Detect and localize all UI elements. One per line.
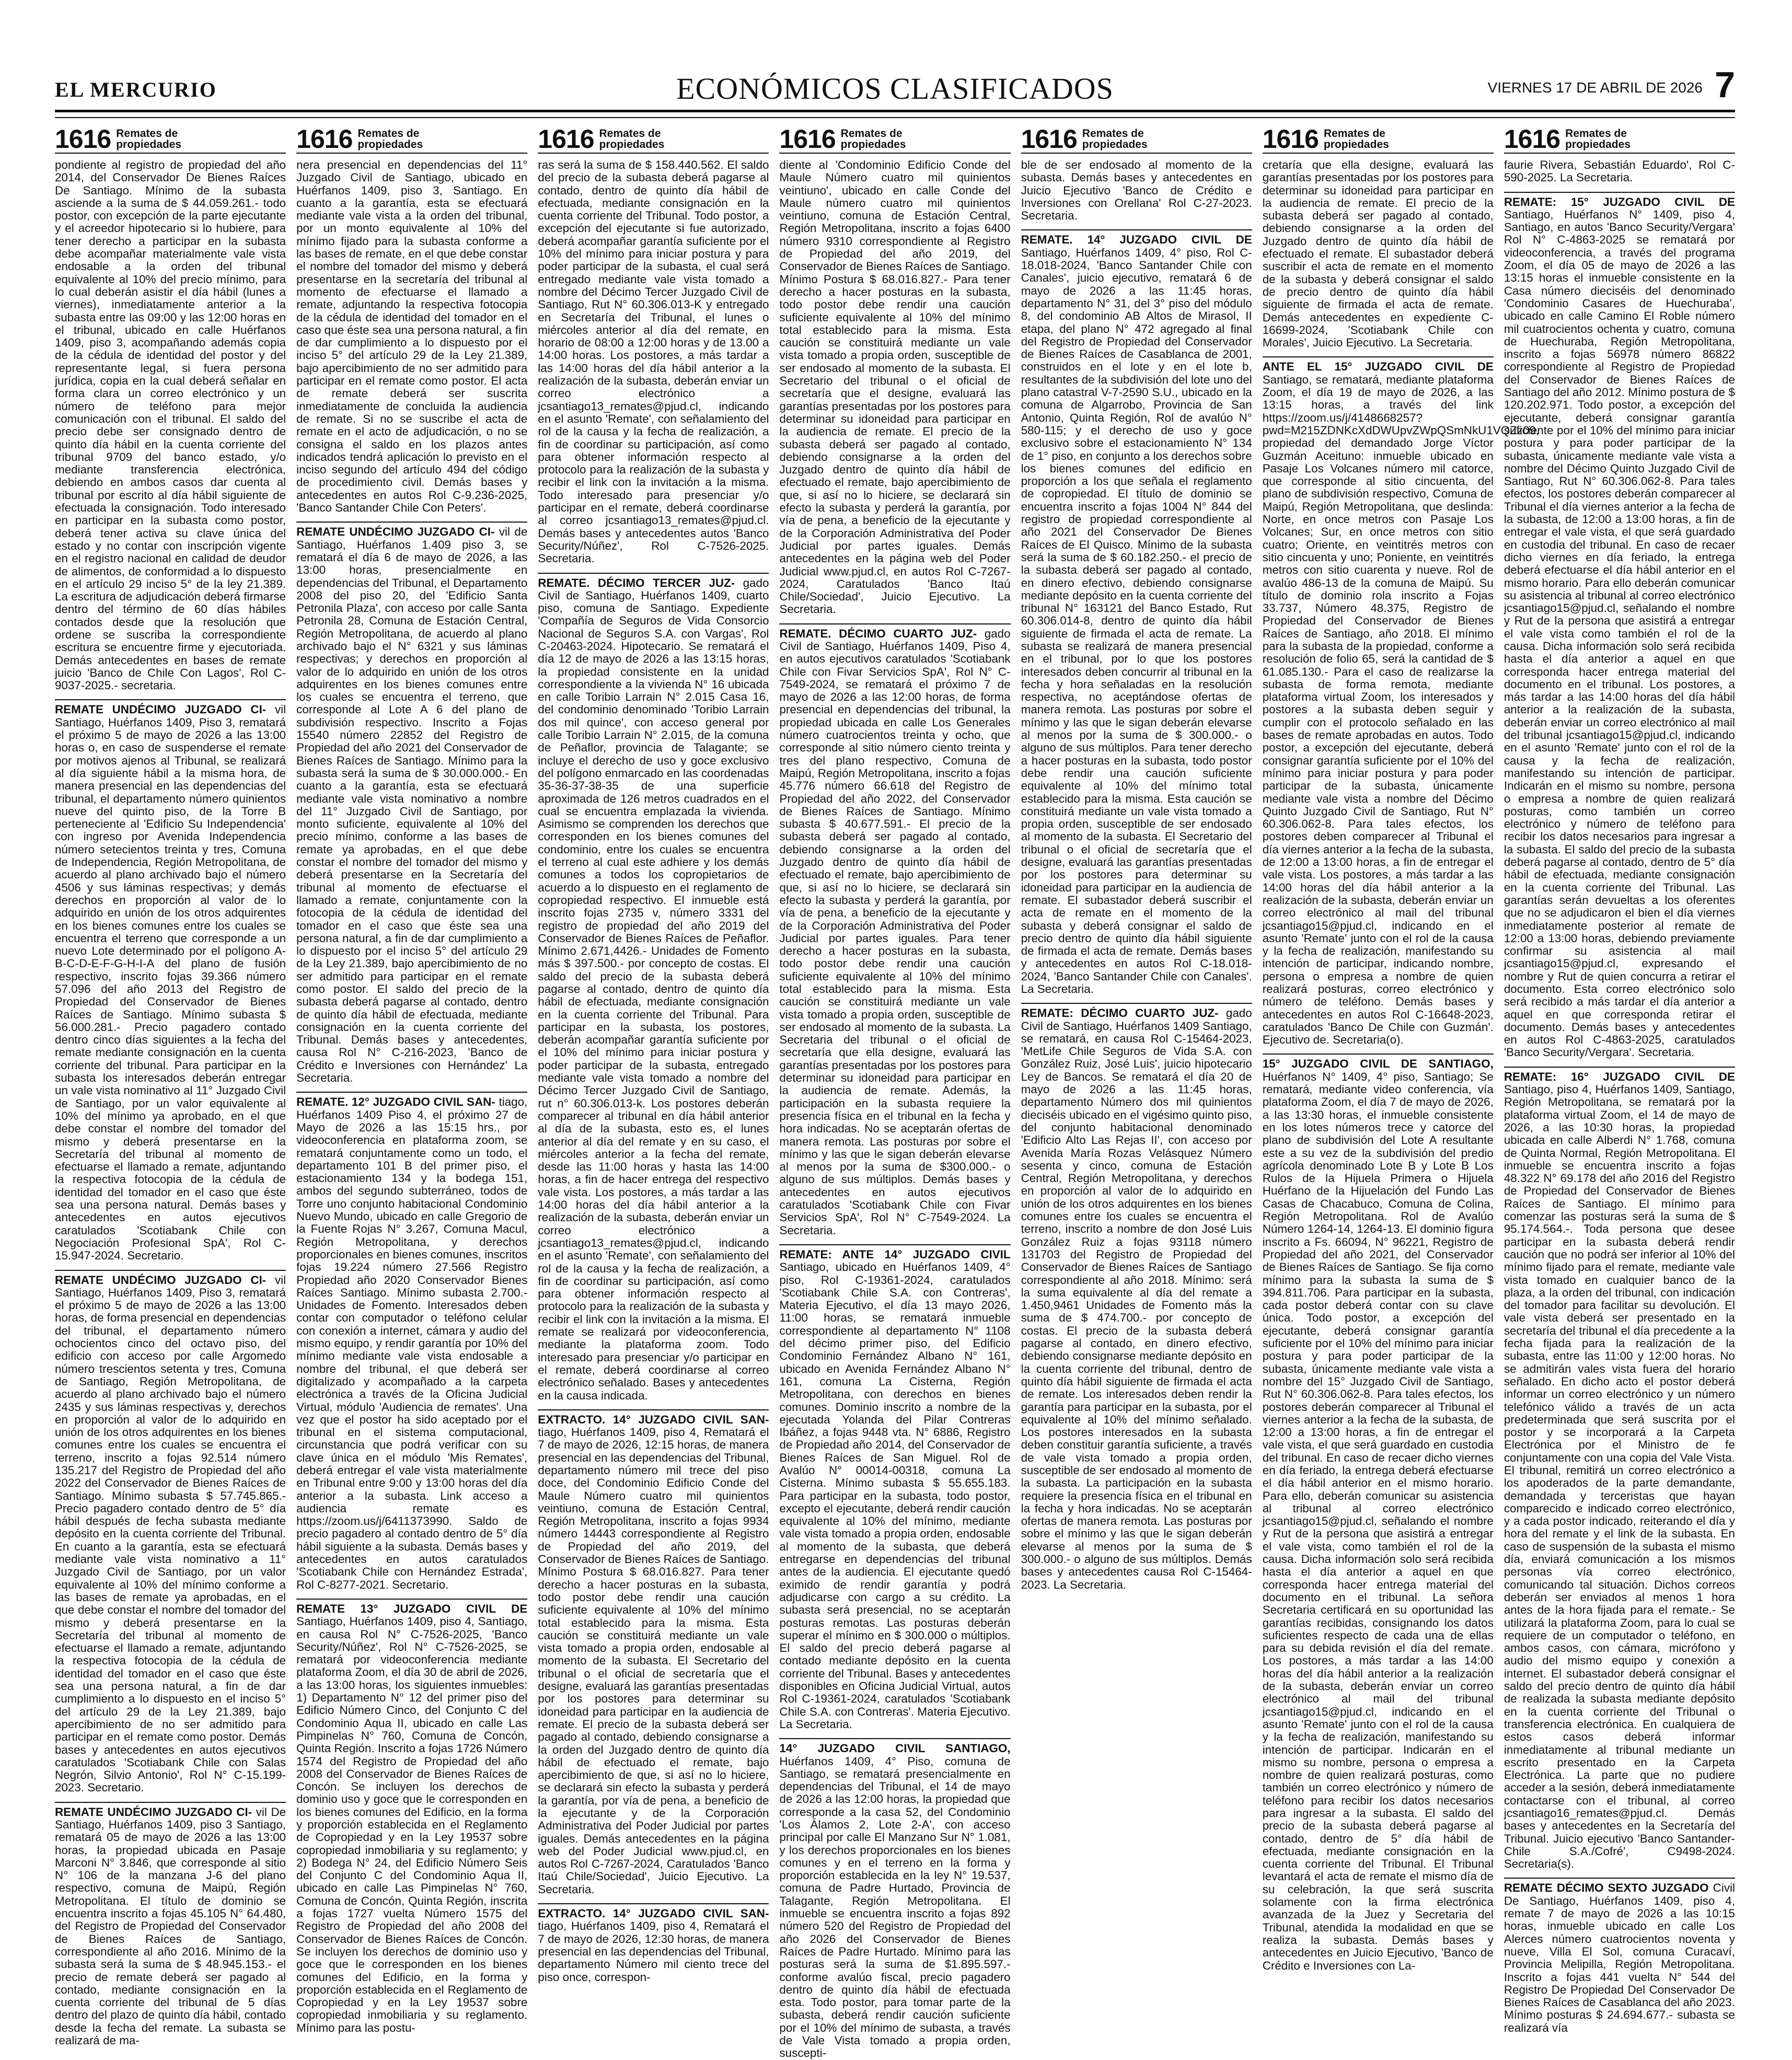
notice-heading: REMATE. DÉCIMO TERCER JUZ- — [538, 576, 735, 589]
masthead-rule-thin — [55, 117, 1735, 118]
auction-notice — [779, 159, 1010, 616]
auction-notice — [55, 1274, 286, 1795]
notice-divider — [1021, 1003, 1252, 1004]
notice-heading: REMATE UNDÉCIMO JUZGADO CI- — [55, 1805, 252, 1819]
auction-notice — [55, 703, 286, 1262]
notice-body: Santiago, Huérfanos 1409, 4° piso, Rol C-18.018-2024, 'Banco Santander Chile con Canales', juicio ejecutivo, rematará 6 de mayo de 2026 a las 11:45 horas, departamento N° 31, del 3° piso del módulo 8, del condominio AB Altos de Mirasol, II etapa, del plano N° 472 agregado al final del Registro de Propiedad del Conservador de Bienes Raíces de Casablanca de 2001, construidos en el lote y en el lote b, resultantes de la subdivisión del lote uno del plano catastral V-7-2590 S.U., ubicado en la comuna de Algarrobo, Provincia de San Antonio, Quinta Región, Rol de avalúo N° 580-115; y el derecho de uso y goce exclusivo sobre el estacionamiento N° 134 de 1° piso, en conjunto a los derechos sobre los bienes comunes del edificio en proporción a los que señala el reglamento de copropiedad. El título de dominio se encuentra inscrito a fojas 1004 N° 844 del registro de propiedad correspondiente al año 2021 del Conservador De Bienes Raíces de El Quisco. Mínimo de la subasta será la suma de $ 60.182.250.- el precio de la subasta deberá ser pagado al contado, en dinero efectivo, debiendo consignarse mediante depósito en la cuenta corriente del tribunal N° 163121 del Banco Estado, Rut 60.306.014-8, dentro de quinto día hábil siguiente de firmada el acta de remate. La subasta se realizará de manera presencial en el tribunal, por lo que los postores interesados deben concurrir al tribunal en la fecha y hora señaladas en la resolución respectiva, no aceptándose ofertas de manera remota. Las posturas por sobre el mínimo y las que le sigan deberán elevarse al menos por la suma de $ 300.000.- o alguno de sus múltiplos. Para tener derecho a hacer posturas en la subasta, todo postor debe rendir una caución suficiente equivalente al 10% del mínimo total establecido para la misma. Esta caución se constituirá mediante un vale vista tomado a propia orden, susceptible de ser endosado al momento de la subasta. El Secretario del tribunal o el oficial de secretaría que el designe, evaluará las garantías presentadas por los postores para determinar su idoneidad para participar en la audiencia de remate. El subastador deberá suscribir el acta de remate en el momento de la subasta y deberá consignar el saldo de precio dentro de quinto día hábil siguiente de firmada el acta de remate. Demás bases y antecedentes en autos Rol C-18.018-2024, 'Banco Santander Chile con Canales'. La Secretaria. — [1021, 246, 1252, 996]
newspaper-name: EL MERCURIO — [55, 78, 217, 101]
auction-notice — [779, 1248, 1010, 1731]
notice-body: ble de ser endosado al momento de la subasta. Demás bases y antecedentes en Juicio Ejecutivo 'Banco de Crédito e Inversiones con Orellana' Rol C-27-2023. Secretaria. — [1021, 158, 1252, 223]
section-title: ECONÓMICOS CLASIFICADOS — [676, 72, 1114, 106]
column-header — [779, 125, 1010, 154]
classified-column — [55, 124, 286, 2047]
notice-body: Santiago, piso 4, Huérfanos 1409, Santiago, Región Metropolitana, se rematará por la plataforma virtual Zoom, el 14 de mayo de 2026, a las 10:30 horas, la propiedad ubicada en calle Alberdi N° 1.768, comuna de Quinta Normal, Región Metropolitana. El inmueble se encuentra inscrito a fojas 48.322 N° 69.178 del año 2016 del Registro de Propiedad del Conservador de Bienes Raíces de Santiago. El mínimo para comenzar las posturas será la suma de $ 95.174.564.-. Toda persona que desee participar en la subasta deberá rendir caución que no podrá ser inferior al 10% del mínimo fijado para el remate, mediante vale vista tomado en cualquier banco de la plaza, a la orden del tribunal, con indicación del tomador para facilitar su devolución. El vale vista deberá ser presentado en la secretaría del tribunal el día precedente a la fecha fijada para la realización de la subasta, entre las 11:00 y 12:00 horas. No se admitirán vales vista fuera del horario señalado. En dicho acto el postor deberá informar un correo electrónico y un número telefónico válido a través de un acta predeterminada que será suscrita por el postor y se incorporará a la Carpeta Electrónica por el Ministro de fe conjuntamente con una copia del Vale Vista. El tribunal, remitirá un correo electrónico a los apoderados de la parte demandante, demandada y terceristas que hayan comparecido e indicado correo electrónico, y a cada postor indicado, reiterando el día y hora del remate y el link de la subasta. En caso de suspensión de la subasta el mismo día, enviará comunicación a los mismos personas vía correo electrónico, comunicando tal situación. Dichos correos deberán ser enviados al menos 1 hora antes de la hora fijada para el remate.- Se utilizará la plataforma Zoom, para lo cual se requiere de un computador o teléfono, en ambos casos, con cámara, micrófono y audio del mismo equipo y conexión a internet. El subastador deberá consignar el saldo del precio dentro de quinto día hábil de realizada la subasta mediante depósito en la cuenta corriente del Tribunal o transferencia electrónica. En cualquiera de estos casos deberá informar inmediatamente al tribunal mediante un escrito presentado en la Carpeta Electrónica. La parte que no pudiere acceder a la sesión, deberá inmediatamente contactarse con el tribunal, al correo jcsantiago16_remates@pjud.cl. Demás bases y antecedentes en la Secretaría del Tribunal. Juicio ejecutivo 'Banco Santander- Chile S.A./Cofré', C9498-2024. Secretaria(s). — [1504, 1083, 1735, 1871]
classified-column — [1021, 125, 1252, 1907]
notice-heading: REMATE UNDÉCIMO JUZGADO CI- — [296, 525, 495, 539]
notice-body: pondiente al registro de propiedad del año 2014, del Conservador De Bienes Raíces De Santiago. Mínimo de la subasta asciende a la suma de $ 44.059.261.- todo postor, con excepción de la parte ejecutante y el acreedor hipotecario si lo hubiere, para tener derecho a participar en la subasta debe acompañar materialmente vale vista endosable a la orden del tribunal equivalente al 10% del precio mínimo, para lo cual deberán asistir el día hábil (lunes a viernes), inmediatamente anterior a la subasta entre las 09:00 y las 12:00 horas en el tribunal, ubicado en calle Huérfanos 1409, piso 3, acompañando además copia de la cédula de identidad del postor y del representante legal, si fuera persona jurídica, copia en la cual deberá señalar en forma clara un correo electrónico y un número de teléfono para mejor comunicación con el tribunal. El saldo del precio debe ser consignado dentro de quinto día hábil en la cuenta corriente del tribunal 9709 del banco estado, y/o mediante transferencia electrónica, debiendo en ambos casos dar cuenta al tribunal por escrito al día hábil siguiente de efectuada la consignación. Todo interesado en participar en la subasta como postor, deberá tener activa su clave única del estado y no contar con inscripción vigente en el registro nacional en calidad de deudor de alimentos, de conformidad a lo dispuesto en el artículo 29 inciso 5° de la ley 21.389. La escritura de adjudicación deberá firmarse dentro del término de 60 días hábiles contados desde que la resolución que ordene se suscriba la correspondiente escritura se encuentre firme y ejecutoriada. Demás antecedentes en bases de remate juicio 'Banco de Chile Con Lagos', Rol C-9037-2025.- secretaria. — [55, 158, 286, 692]
auction-notice — [1263, 159, 1494, 349]
classified-columns — [55, 124, 1735, 2060]
notice-divider — [296, 1092, 527, 1093]
auction-notice — [538, 159, 769, 565]
section-label: Remates de propiedades — [1565, 128, 1631, 151]
notice-heading: REMATE. 14° JUZGADO CIVIL DE — [1021, 233, 1252, 247]
page-number: 7 — [1715, 64, 1735, 105]
notice-heading: REMATE UNDÉCIMO JUZGADO CI- — [55, 703, 267, 716]
section-code: 1616 — [779, 124, 836, 154]
auction-notice — [538, 1907, 769, 1984]
classified-column — [1262, 124, 1540, 1972]
notice-body: Santiago, ubicado en Huérfanos 1409, 4° piso, Rol C-19361-2024, caratulados 'Scotiabank Chile S.A. con Contreras', Materia Ejecutivo, el día 13 mayo 2026, 11:00 horas, se rematará inmueble correspondiente al departamento N° 1108 del décimo primer piso, del Edificio Condominio Fernández Albano N° 161, ubicado en Avenida Fernández Albano N° 161, comuna La Cisterna, Región Metropolitana, con derechos en bienes comunes. Dominio inscrito a nombre de la ejecutada Yolanda del Pilar Contreras Ibáñez, a fojas 9448 vta. N° 6886, Registro de Propiedad año 2014, del Conservador de Bienes Raíces de San Miguel. Rol de Avalúo N° 00014-00318, comuna La Cisterna. Mínimo subasta $ 55.655.183. Para participar en la subasta, todo postor, excepto el ejecutante, deberá rendir caución equivalente al 10% del mínimo, mediante vale vista tomado a propia orden, endosable al momento de la subasta, que deberá entregarse en dependencias del tribunal antes de la audiencia. El ejecutante quedó eximido de rendir garantía y podrá adjudicarse con cargo a su crédito. La subasta será presencial, no se aceptarán posturas remotas. Las posturas deberán superar el mínimo en $ 300.000 o múltiplos. El saldo del precio deberá pagarse al contado mediante depósito en la cuenta corriente del Tribunal. Bases y antecedentes disponibles en Oficina Judicial Virtual, autos Rol C-19361-2024, caratulados 'Scotiabank Chile S.A. con Contreras'. Materia Ejecutivo. La Secretaria. — [779, 1260, 1011, 1731]
column-header — [538, 125, 769, 154]
issue-date: VIERNES 17 DE ABRIL DE 2026 — [1487, 79, 1703, 96]
notice-divider — [1504, 1067, 1735, 1068]
notice-body: cretaría que ella designe, evaluará las garantías presentadas por los postores para determinar su idoneidad para participar en la audiencia de remate. El precio de la subasta deberá ser pagado al contado, debiendo consignarse a la orden del Juzgado dentro de quinto día hábil de efectuado el remate. El subastador deberá suscribir el acta de remate en el momento de la subasta y deberá consignar el saldo de precio dentro de quinto día hábil siguiente de firmada el acta de remate. Demás antecedentes en expediente C-16699-2024, 'Scotiabank Chile con Morales', Juicio Ejecutivo. La Secretaria. — [1262, 158, 1494, 350]
notice-body: gado Civil de Santiago, Huérfanos 1409, Piso 4, en autos ejecutivos caratulados 'Scotiabank Chile con Fivar Servicios SpA', Rol N° C-7549-2024, se rematará el próximo 7 de mayo de 2026 a las 12:00 horas, de forma presencial en dependencias del tribunal, la propiedad ubicada en calle Los Generales número cuatrocientos treinta y ocho, que corresponde al sitio número ciento treinta y tres del plano respectivo, Comuna de Maipú, Región Metropolitana, inscrito a fojas 45.776 número 66.618 del Registro de Propiedad del año 2022, del Conservador de Bienes Raíces de Santiago. Mínimo subasta $ 40.677.591.- El precio de la subasta deberá ser pagado al contado, debiendo consignarse a la orden del Juzgado dentro de quinto día hábil de efectuado el remate, bajo apercibimiento de que, si así no lo hiciere, se declarará sin efecto la subasta y perderá la garantía, por vía de pena, a beneficio de la ejecutante y de la Corporación Administrativa del Poder Judicial por partes iguales. Para tener derecho a hacer posturas en la subasta, todo postor debe rendir una caución suficiente equivalente al 10% del mínimo total establecido para la misma. Esta caución se constituirá mediante un vale vista tomado a propia orden, susceptible de ser endosado al momento de la subasta. La Secretaria del tribunal o el oficial de secretaría que ella designe, evaluará las garantías presentadas por los postores para determinar su idoneidad para participar en la audiencia de remate. Además, la participación en la subasta requiere la presencia física en el tribunal en la fecha y hora indicadas. No se aceptarán ofertas de manera remota. Las posturas por sobre el mínimo y las que le sigan deberán elevarse al menos por la suma de $300.000.- o alguno de sus múltiplos. Demás bases y antecedentes en autos ejecutivos caratulados 'Scotiabank Chile con Fivar Servicios SpA', Rol N° C-7549-2024. La Secretaria. — [779, 627, 1011, 1237]
notice-body: vil Santiago, Huérfanos 1409, Piso 3, rematará el próximo 5 de mayo de 2026 a las 13:00 horas o, en caso de suspenderse el remate por motivos ajenos al Tribunal, se realizará al día siguiente hábil a la misma hora, de manera presencial en las dependencias del tribunal, el departamento número quinientos nueve del quinto piso, de la Torre B perteneciente al 'Edificio Su Independencia' con ingreso por Avenida Independencia número setecientos treinta y tres, Comuna de Independencia, Región Metropolitana, de acuerdo al plano archivado bajo el número 4506 y sus láminas respectivas; y demás derechos en proporción al valor de lo adquirido en unión de los otros adquirentes en los bienes comunes entre los cuales se encuentra el terreno que corresponde a un nuevo Lote determinado por el polígono A-B-C-D-E-F-G-H-I-A del plano de fusión respectivo, inscrito fojas 39.366 número 57.096 del año 2013 del Registro de Propiedad del Conservador de Bienes Raíces de Santiago. Mínimo subasta $ 56.000.281.- Precio pagadero contado dentro cinco días siguientes a la fecha del remate mediante consignación en la cuenta corriente del tribunal. Para participar en la subasta los interesados deberán entregar un vale vista nominativo al 11° Juzgado Civil de Santiago, por un valor equivalente al 10% del mínimo ya aprobado, en el que debe constar el nombre del tomador del mismo y deberá presentarse en la Secretaría del tribunal al momento de efectuarse el llamado a remate, adjuntando la respectiva fotocopia de la cédula de identidad del tomador en el caso que éste sea una persona natural. Demás bases y antecedentes en autos ejecutivos caratulados 'Scotiabank Chile con Negociación Profesional SpA', Rol C-15.947-2024. Secretario. — [55, 703, 286, 1263]
notice-heading: REMATE: 15° JUZGADO CIVIL DE — [1504, 195, 1735, 209]
notice-divider — [296, 522, 527, 523]
auction-notice — [296, 1603, 527, 2034]
notice-divider — [1504, 1878, 1735, 1879]
notice-body: Civil De Santiago, Huérfanos 1409, piso 4, remate 7 de mayo de 2026 a las 10:15 horas, inmueble ubicado en calle Los Alerces número cuatrocientos noventa y nueve, Villa El Sol, comuna Curacaví, Provincia Melipilla, Región Metropolitana. Inscrito a fojas 441 vuelta N° 544 del Registro De Propiedad Del Conservador De Bienes Raíces de Casablanca del año 2023. Mínimo posturas $ 24.694.677.- subasta se realizará vía — [1504, 1881, 1735, 2034]
section-label: Remates de propiedades — [116, 128, 182, 151]
notice-body: faurie Rivera, Sebastián Eduardo', Rol C-590-2025. La Secretaria. — [1504, 158, 1735, 184]
notice-heading: REMATE DÉCIMO SEXTO JUZGADO — [1504, 1881, 1709, 1895]
notice-heading: 15° JUZGADO CIVIL DE SANTIAGO, — [1262, 1057, 1494, 1071]
notice-body: Santiago, Huérfanos 1409, piso 4, Santiago, en causa Rol N° C-7526-2025, 'Banco Security/Núñez', Rol N° C-7526-2025, se rematará por videoconferencia mediante plataforma Zoom, el día 30 de abril de 2026, a las 13:00 horas, los siguientes inmuebles: 1) Departamento N° 12 del primer piso del Edificio Número Cinco, del Conjunto C del Condominio Aqua II, ubicado en calle Las Pimpinelas N° 760, Comuna de Concón, Quinta Región. Inscrito a fojas 1726 Número 1574 del Registro de Propiedad del año 2008 del Conservador de Bienes Raíces de Concón. Se incluyen los derechos de dominio uso y goce que le corresponden en los bienes comunes del Edificio, en la forma y proporción establecida en el Reglamento de Copropiedad y en la Ley 19537 sobre copropiedad inmobiliaria y su reglamento; y 2) Bodega N° 24, del Edificio Número Seis del Conjunto C del Condominio Aqua II, ubicado en calle Las Pimpinelas N° 760, Comuna de Concón, Quinta Región, inscrita a fojas 1727 vuelta Número 1575 del Registro de Propiedad del año 2008 del Conservador de Bienes Raíces de Concón. Se incluyen los derechos de dominio uso y goce que le corresponden en los bienes comunes del Edificio, en la forma y proporción establecida en el Reglamento de Copropiedad y en la Ley 19537 sobre copropiedad inmobiliaria y su reglamento. Mínimo para las postu- — [296, 1615, 528, 2034]
auction-notice — [1504, 159, 1735, 184]
column-header — [296, 125, 527, 154]
auction-notice — [1504, 1882, 1735, 2034]
notice-divider — [1263, 356, 1494, 357]
notice-body: diente al 'Condominio Edificio Conde del Maule Número cuatro mil quinientos veintiuno', ubicado en calle Conde del Maule número cuatro mil quinientos veintiuno, comuna de Estación Central, Región Metropolitana, inscrito a fojas 6400 número 9310 correspondiente al Registro de Propiedad del año 2019, del Conservador de Bienes Raíces de Santiago. Mínimo Postura $ 68.016.827.- Para tener derecho a hacer posturas en la subasta, todo postor debe rendir una caución suficiente equivalente al 10% del mínimo total establecido para la misma. Esta caución se constituirá mediante un vale vista tomado a propia orden, susceptible de ser endosado al momento de la subasta. El Secretario del tribunal o el oficial de secretaría que el designe, evaluará las garantías presentadas por los postores para determinar su idoneidad para participar en la audiencia de remate. El precio de la subasta deberá ser pagado al contado, debiendo consignarse a la orden del Juzgado dentro de quinto día hábil de efectuado el remate, bajo apercibimiento de que, si así no lo hiciere, se declarará sin efecto la subasta y perderá la garantía, por vía de pena, a beneficio de la ejecutante y de la Corporación Administrativa del Poder Judicial por partes iguales. Demás antecedentes en la página web del Poder Judicial www.pjud.cl, en autos Rol C-7267-2024, Caratulados 'Banco Itaú Chile/Sociedad', Juicio Ejecutivo. La Secretaria. — [779, 158, 1011, 616]
notice-heading: REMATE 13° JUZGADO CIVIL DE — [296, 1602, 528, 1615]
notice-divider — [538, 573, 769, 574]
classified-column — [1504, 124, 1735, 2034]
notice-divider — [1263, 1054, 1494, 1055]
column-header — [1263, 125, 1494, 154]
auction-notice — [296, 526, 527, 1084]
notice-body: Santiago, Huérfanos N° 1409, piso 4, Santiago, en autos 'Banco Security/Vergara' Rol N° C-4863-2025 se rematará por videoconferencia, a través del programa Zoom, el día 05 de mayo de 2026 a las 13:15 horas el inmueble consistente en la Casa número dieciséis del denominado 'Condominio Casares de Huechuraba', ubicado en calle Camino El Roble número mil cuatrocientos ochenta y cuatro, comuna de Huechuraba, Región Metropolitana, inscrito a fojas 56978 número 86822 correspondiente al Registro de Propiedad del Conservador de Bienes Raíces de Santiago del año 2012. Mínimo postura de $ 120.202.971. Todo postor, a excepción del ejecutante, deberá consignar garantía suficiente por el 10% del mínimo para iniciar postura y para poder participar de la subasta, únicamente mediante vale vista a nombre del Décimo Quinto Juzgado Civil de Santiago, Rut N° 60.306.062-8. Para tales efectos, los postores deberán comparecer al Tribunal el día viernes anterior a la fecha de la subasta, de 12:00 a 13:00 horas, a fin de entregar el vale vista, el que será guardado en custodia del tribunal. En caso de recaer dicho viernes en día feriado, la entrega deberá efectuarse el día hábil anterior en el mismo horario. Para ello deberán comunicar su asistencia al tribunal al correo electrónico jcsantiago15@pjud.cl, señalando el nombre y Rut de la persona que asistirá a entregar el vale vista como también el rol de la causa. Dicha información solo será recibida hasta el día anterior a aquel en que corresponda hacer entrega material del documento en el tribunal. Los postores, a más tardar a las 14:00 horas del día hábil anterior a la realización de la subasta, deberán enviar un correo electrónico al mail del tribunal jcsantiago15@pjud.cl, indicando en el asunto 'Remate' junto con el rol de la causa y la fecha de realización, manifestando su intención de participar. Indicarán en el mismo su nombre, persona o empresa a nombre de quien realizará posturas, como también un correo electrónico y número de teléfono para recibir los datos necesarios para ingresar a la subasta. El saldo del precio de la subasta deberá pagarse al contado, dentro de 5° día hábil de efectuada, mediante consignación en la cuenta corriente del Tribunal. Las garantías serán devueltas a los oferentes que no se adjudicaron el bien el día viernes inmediatamente posterior al remate de 12:00 a 13:00 horas, debiendo previamente confirmar su asistencia al mail jcsantiago15@pjud.cl, expresando el nombre y Rut de quien concurra a retirar el documento. Esta correo electrónico solo será recibido a más tardar el día anterior a aquel en que corresponda retirar el documento. Demás bases y antecedentes en autos Rol C-4863-2025, caratulados 'Banco Security/Vergara'. Secretaria. — [1504, 207, 1735, 1059]
auction-notice — [538, 1414, 769, 1896]
notice-body: tiago, Huérfanos 1409, piso 4, Rematará el 7 de mayo de 2026, 12:30 horas, de manera presencial en las dependencias del Tribunal, departamento Número mil ciento trece del piso once, correspon- — [538, 1919, 769, 1984]
notice-body: nera presencial en dependencias del 11° Juzgado Civil de Santiago, ubicado en Huérfanos 1409, piso 3, Santiago. En cuanto a la garantía, esta se efectuará mediante vale vista a la orden del tribunal, por un monto equivalente al 10% del mínimo fijado para la subasta conforme a las bases de remate, en el que debe constar el nombre del tomador del mismo y deberá presentarse en la secretaría del tribunal al momento de efectuarse el llamado a remate, adjuntando la respectiva fotocopia de la cédula de identidad del tomador en el caso que éste sea una persona natural, a fin de dar cumplimiento a lo dispuesto por el inciso 5° del artículo 29 de la Ley 21.389, bajo apercibimiento de no ser admitido para participar en el remate como postor. El acta de remate deberá ser suscrita inmediatamente de concluida la audiencia de remate. Si no se suscribe el acta de remate en el acto de adjudicación, o no se consigna el saldo en los plazos antes indicados tendrá aplicación lo previsto en el inciso segundo del artículo 494 del código de procedimiento civil. Demás bases y antecedentes en autos Rol C-9.236-2025, 'Banco Santander Chile Con Peters'. — [296, 158, 528, 515]
notice-heading: REMATE: 16° JUZGADO CIVIL DE — [1504, 1070, 1735, 1083]
auction-notice — [1263, 1058, 1494, 1972]
notice-body: vil Santiago, Huérfanos 1409, Piso 3, rematará el próximo 5 de mayo de 2026 a las 13:00 horas, de forma presencial en dependencias del tribunal, el departamento número ochocientos cinco del octavo piso, del edificio con acceso por calle Argomedo número trescientos setenta y tres, Comuna de Santiago, Región Metropolitana, de acuerdo al plano archivado bajo el número 2435 y sus láminas respectivas y, derechos en proporción al valor de lo adquirido en unión de los otros adquirentes en los bienes comunes entre los cuales se encuentra el terreno, inscrito a fojas 92.514 número 135.217 del Registro de Propiedad del año 2022 del Conservador de Bienes Raíces de Santiago. Mínimo subasta $ 57.745.865.- Precio pagadero contado dentro de 5° día hábil después de fecha subasta mediante depósito en la cuenta corriente del Tribunal. En cuanto a la garantía, esta se efectuará mediante vale vista nominativo a 11° Juzgado Civil de Santiago, por un valor equivalente al 10% del mínimo conforme a las bases de remate ya aprobadas, en el que debe constar el nombre del tomador del mismo y deberá presentarse en la Secretaría del tribunal al momento de efectuarse el llamado a remate, adjuntando la respectiva fotocopia de la cédula de identidad del tomador en el caso que éste sea una persona natural, a fin de dar cumplimiento a lo dispuesto en el inciso 5° del artículo 29 de la Ley 21.389, bajo apercibimiento de no ser admitido para participar en el remate como postor. Demás bases y antecedentes en autos ejecutivos caratulados 'Scotiabank Chile con Salas Negrón, Silvio Antonio', Rol N° C-15.199-2023. Secretario. — [55, 1273, 286, 1795]
notice-heading: EXTRACTO. 14° JUZGADO CIVIL SAN- — [538, 1413, 769, 1426]
notice-divider — [1021, 229, 1252, 230]
auction-notice — [1021, 234, 1252, 996]
auction-notice — [1504, 1071, 1735, 1871]
notice-heading: REMATE: ANTE 14° JUZGADO CIVIL — [779, 1247, 1011, 1261]
notice-divider — [779, 623, 1010, 624]
auction-notice — [55, 1806, 286, 2047]
notice-divider — [55, 699, 286, 700]
notice-divider — [538, 1903, 769, 1904]
classified-column — [538, 124, 769, 1984]
section-label: Remates de propiedades — [357, 128, 423, 151]
section-label: Remates de propiedades — [1323, 128, 1389, 151]
notice-body: tiago, Huérfanos 1409 Piso 4, el próximo 27 de Mayo de 2026 a las 15:15 hrs., por videoconferencia en plataforma zoom, se rematará conjuntamente como un todo, el departamento 101 B del primer piso, el estacionamiento 134 y la bodega 151, ambos del segundo subterráneo, todos de Torre uno conjunto habitacional Condominio Nuevo Mundo, ubicado en calle Gregorio de la Fuente Rojas N° 3.267, Comuna Macul, Región Metropolitana, y derechos proporcionales en bienes comunes, inscritos fojas 19.224 número 27.566 Registro Propiedad año 2020 Conservador Bienes Raíces Santiago. Mínimo subasta 2.700.- Unidades de Fomento. Interesados deben contar con computador o teléfono celular con conexión a internet, cámara y audio del mismo equipo, y rendir garantía por 10% del mínimo mediante vale vista endosable a nombre del tribunal, el que deberá ser digitalizado y acompañado a la carpeta electrónica a través de la Oficina Judicial Virtual, módulo 'Audiencia de remates'. Una vez que el postor ha sido aceptado por el tribunal en el sistema computacional, circunstancia que podrá verificar con su clave única en el módulo 'Mis Remates', deberá entregar el vale vista materialmente en Tribunal entre 9:00 y 13:00 horas del día anterior a la subasta. Link acceso a audiencia remate es https://zoom.us/j/6411373990. Saldo de precio pagadero al contado dentro de 5° día hábil siguiente a la subasta. Demás bases y antecedentes en autos caratulados 'Scotiabank Chile con Hernández Estrada', Rol C-8277-2021. Secretario. — [296, 1095, 528, 1591]
notice-heading: REMATE: DÉCIMO CUARTO JUZ- — [1021, 1006, 1219, 1020]
notice-heading: REMATE. 12° JUZGADO CIVIL SAN- — [296, 1095, 495, 1109]
masthead-rule — [55, 110, 1735, 112]
auction-notice — [1021, 159, 1252, 222]
column-header — [1021, 125, 1252, 154]
notice-divider — [55, 1270, 286, 1271]
column-header — [55, 125, 286, 154]
section-code: 1616 — [1504, 124, 1560, 154]
auction-notice — [779, 628, 1010, 1237]
notice-heading: REMATE. DÉCIMO CUARTO JUZ- — [779, 627, 977, 640]
notice-body: Huérfanos 1409, 4° Piso, comuna de Santiago, se rematará presencialmente en dependencias del Tribunal, el 14 de mayo de 2026 a las 12:00 horas, la propiedad que corresponde a la casa 52, del Condominio 'Los Álamos 2, Lote 2-A', con acceso principal por calle El Manzano Sur N° 1.081, y los derechos proporcionales en los bienes comunes y en el terreno en la forma y proporción establecida en la ley N° 19.537, comuna de Padre Hurtado, Provincia de Talagante, Región Metropolitana. El inmueble se encuentra inscrito a fojas 892 número 520 del Registro de Propiedad del año 2026 del Conservador de Bienes Raíces de Padre Hurtado. Mínimo para las posturas será la suma de $1.895.597.- conforme avalúo fiscal, precio pagadero dentro de quinto día hábil de efectuada esta. Todo postor, para tomar parte de la subasta, deberá rendir caución suficiente por el 10% del mínimo de subasta, a través de Vale Vista tomado a propia orden, suscepti- — [779, 1754, 1011, 2060]
notice-body: gado Civil de Santiago, Huérfanos 1409 Santiago, se rematará, en causa Rol C-15464-2023, 'MetLife Chile Seguros de Vida S.A. con González Ruiz, José Luis', juicio hipotecario Ley de Bancos. Se rematará el día 20 de mayo de 2026 a las 11:45 horas, departamento Número dos mil quinientos dieciséis ubicado en el vigésimo quinto piso, del conjunto habitacional denominado 'Edificio Alto Las Rejas II', con acceso por Avenida María Rozas Velásquez Número sesenta y cinco, comuna de Estación Central, Región Metropolitana, y derechos en proporción al valor de lo adquirido en unión de los otros adquirentes en los bienes comunes entre los cuales se encuentra el terreno, inscrito a nombre de don José Luis González Ruiz a fojas 93118 número 131703 del Registro de Propiedad del Conservador de Bienes Raíces de Santiago correspondiente al año 2018. Mínimo: será la suma equivalente al día del remate a 1.450,9461 Unidades de Fomento más la suma de $ 474.700.- por concepto de costas. El precio de la subasta deberá pagarse al contado, en dinero efectivo, debiendo consignarse mediante depósito en la cuenta corriente del tribunal, dentro de quinto día hábil siguiente de firmada el acta de remate. Los interesados deben rendir la garantía para participar en la subasta, por el equivalente al 10% del mínimo señalado. Los postores interesados en la subasta deben constituir garantía suficiente, a través de vale vista tomado a propia orden, susceptible de ser endosado al momento de la subasta. La participación en la subasta requiere la presencia física en el tribunal en la fecha y hora indicadas. No se aceptarán ofertas de manera remota. Las posturas por sobre el mínimo y las que le sigan deberán elevarse al menos por la suma de $ 300.000.- o alguno de sus múltiplos. Demás bases y antecedentes causa Rol C-15464-2023. La Secretaria. — [1021, 1006, 1252, 1591]
auction-notice — [1504, 196, 1735, 1059]
notice-divider — [55, 1802, 286, 1803]
classified-column — [779, 124, 1011, 2060]
auction-notice — [779, 1742, 1010, 2059]
notice-body: ras será la suma de $ 158.440.562. El saldo del precio de la subasta deberá pagarse al contado, dentro de quinto día hábil de efectuada, mediante consignación en la cuenta corriente del Tribunal. Todo postor, a excepción del ejecutante si fue autorizado, deberá acompañar garantía suficiente por el 10% del mínimo para iniciar postura y para poder participar de la subasta, el cual será entregado mediante vale vista tomado a nombre del Décimo Tercer Juzgado Civil de Santiago, Rut N° 60.306.013-K y entregado en Secretaría del Tribunal, el lunes o miércoles anterior al día del remate, en horario de 08:00 a 12:00 horas y de 13.00 a 14:00 horas. Los postores, a más tardar a las 14:00 horas del día hábil anterior a la realización de la subasta, deberán enviar un correo electrónico a jcsantiago13_remates@pjud.cl, indicando en el asunto 'Remate', con señalamiento del rol de la causa y la fecha de realización, a fin de coordinar su participación, así como para obtener información respecto al protocolo para la realización de la subasta y recibir el link con la invitación a la misma. Todo interesado para presenciar y/o participar en el remate, deberá coordinarse al correo jcsantiago13_remates@pjud.cl. Demás bases y antecedentes autos 'Banco Security/Núñez', Rol C-7526-2025. Secretaria. — [538, 158, 769, 565]
section-code: 1616 — [296, 124, 353, 154]
notice-body: vil De Santiago, Huérfanos 1409, piso 3 Santiago, rematará 05 de mayo de 2026 a las 13:00 horas, la propiedad ubicada en Pasaje Marconi N° 3.846, que corresponde al sitio N° 106 de la manzana J-6 del plano respectivo, comuna de Maipú, Región Metropolitana. El título de dominio se encuentra inscrito a fojas 45.105 N° 64.480, del Registro de Propiedad del Conservador de Bienes Raíces de Santiago, correspondiente al año 2016. Mínimo de la subasta será la suma de $ 48.945.153.- el precio de remate deberá ser pagado al contado, mediante consignación en la cuenta corriente del tribunal de 5 días dentro del plazo de quinto día hábil, contado desde la fecha del remate. La subasta se realizará de ma- — [55, 1805, 286, 2047]
section-code: 1616 — [538, 124, 594, 154]
section-code: 1616 — [55, 124, 111, 154]
column-header — [1504, 125, 1735, 154]
notice-body: vil de Santiago, Huérfanos 1.409 piso 3, se rematará el día 6 de mayo de 2026, a las 13:00 horas, presencialmente en dependencias del Tribunal, el Departamento 2008 del piso 20, del 'Edificio Santa Petronila Plaza', con acceso por calle Santa Petronila 28, Comuna de Estación Central, Región Metropolitana, de acuerdo al plano archivado bajo el N° 6321 y sus láminas respectivas; y derechos en proporción al valor de lo adquirido en unión de los otros adquirentes en los bienes comunes entre los cuales se encuentra el terreno, que corresponde al Lote A 6 del plano de subdivisión respectivo. Inscrito a Fojas 15540 número 22852 del Registro de Propiedad del año 2021 del Conservador de Bienes Raíces de Santiago. Mínimo para la subasta será la suma de $ 30.000.000.- En cuanto a la garantía, esta se efectuará mediante vale vista nominativo a nombre del 11° Juzgado Civil de Santiago, por monto suficiente, equivalente al 10% del precio mínimo, conforme a las bases de remate ya aprobadas, en el que debe constar el nombre del tomador del mismo y deberá presentarse en la Secretaría del tribunal al momento de efectuarse el llamado a remate, conjuntamente con la fotocopia de la cédula de identidad del tomador en el caso que éste sea una persona natural, a fin de dar cumplimiento a lo dispuesto por el inciso 5° del artículo 29 de la Ley 21.389, bajo apercibimiento de no ser admitido para participar en el remate como postor. El saldo del precio de la subasta deberá pagarse al contado, dentro de quinto día hábil de efectuada, mediante consignación en la cuenta corriente del Tribunal. Demás bases y antecedentes, causa Rol N° C-216-2023, 'Banco de Crédito e Inversiones con Hernández' La Secretaria. — [296, 525, 528, 1085]
section-code: 1616 — [1262, 124, 1319, 154]
section-label: Remates de propiedades — [599, 128, 665, 151]
auction-notice — [296, 1096, 527, 1591]
notice-body: gado Civil de Santiago, Huérfanos 1409, cuarto piso, comuna de Santiago. Expediente 'Compañía de Seguros de Vida Consorcio Nacional de Seguros S.A. con Vargas', Rol C-20463-2024. Hipotecario. Se rematará el día 12 de mayo de 2026 a las 13:15 horas, la propiedad consistente en la unidad correspondiente a la vivienda N° 16 ubicada en calle Toribio Larrain N° 2.015 Casa 16, del condominio denominado 'Toribio Larrain dos mil quince', con acceso general por calle Toribio Larrain N° 2.015, de la comuna de Peñaflor, provincia de Talagante; se incluye el derecho de uso y goce exclusivo del polígono enmarcado en las coordenadas 35-36-37-38-35 de una superficie aproximada de 126 metros cuadrados en el cual se encuentra emplazada la vivienda. Asimismo se comprenden los derechos que corresponden en los bienes comunes del condominio, entre los cuales se encuentra el terreno al cual este adhiere y los demás comunes a todos los copropietarios de acuerdo a lo dispuesto en el reglamento de copropiedad respectivo. El inmueble está inscrito fojas 2735 v, número 3331 del registro de propiedad del año 2019 del Conservador de Bienes Raíces de Peñaflor. Mínimo 2.671,4426.- Unidades de Fomento más $ 397.500.- por concepto de costas. El saldo del precio de la subasta deberá pagarse al contado, dentro de quinto día hábil de efectuada, mediante consignación en la cuenta corriente del Tribunal. Para participar en la subasta, los postores, deberán acompañar garantía suficiente por el 10% del mínimo para iniciar postura y poder participar de la subasta, entregado mediante vale vista tomado a nombre del Décimo Tercer Juzgado Civil de Santiago, rut n° 60.306.013-k. Los postores deberán comparecer al tribunal en día hábil anterior al día de la subasta, esto es, el lunes anterior al día del remate y en su caso, el miércoles anterior a la fecha del remate, desde las 11:00 horas y hasta las 14:00 horas, a fin de hacer entrega del respectivo vale vista. Los postores, a más tardar a las 14:00 horas del día hábil anterior a la realización de la subasta, deberán enviar un correo electrónico a jcsantiago13_remates@pjud.cl, indicando en el asunto 'Remate', con señalamiento del rol de la causa y la fecha de realización, a fin de coordinar su participación, así como para obtener información respecto al protocolo para la realización de la subasta y recibir el link con la invitación a la misma. El remate se realizará por videoconferencia, mediante la plataforma zoom. Todo interesado para presenciar y/o participar en el remate, deberá coordinarse al correo electrónico señalado. Bases y antecedentes en la causa indicada. — [538, 576, 769, 1402]
notice-divider — [779, 1244, 1010, 1245]
auction-notice — [538, 577, 769, 1402]
section-label: Remates de propiedades — [1082, 128, 1148, 151]
notice-heading: 14° JUZGADO CIVIL SANTIAGO, — [779, 1742, 1011, 1755]
notice-body: Huérfanos N° 1409, 4° piso, Santiago; Se rematará, mediante video conferencia, vía plataforma Zoom, el día 7 de mayo de 2026, a las 13:30 horas, el inmueble consistente en los lotes números trece y catorce del plano de subdivisión del Lote A resultante este a su vez de la subdivisión del predio agrícola denominado Lote B y Lote B Los Rulos de la Hijuela Primera o Hijuela Huérfano de la Hijuelación del Fundo Las Casas de Chacabuco, Comuna de Colina, Región Metropolitana. Rol de Avalúo Número 1264-14, 1264-13. El dominio figura inscrito a Fs. 66094, N° 96221, Registro de Propiedad del año 2021, del Conservador de Bienes Raíces de Santiago. Se fija como mínimo para la subasta la suma de $ 394.811.706. Para participar en la subasta, cada postor deberá contar con su clave única. Todo postor, a excepción del ejecutante, deberá consignar garantía suficiente por el 10% del mínimo para iniciar postura y para poder participar de la subasta, únicamente mediante vale vista a nombre del 15° Juzgado Civil de Santiago, Rut N° 60.306.062-8. Para tales efectos, los postores deberán comparecer al Tribunal el viernes anterior a la fecha de la subasta, de 12:00 a 13:00 horas, a fin de entregar el vale vista, el que será guardado en custodia del tribunal. En caso de recaer dicho viernes en día feriado, la entrega deberá efectuarse el día hábil anterior en el mismo horario. Para ello, deberán comunicar su asistencia al tribunal al correo electrónico jcsantiago15@pjud.cl, señalando el nombre y Rut de la persona que asistirá a entregar el vale vista, como también el rol de la causa. Dicha información solo será recibida hasta el día anterior a aquel en que corresponda hacer entrega material del documento en el tribunal. La señora Secretaria certificará en su oportunidad las garantías recibidas, consignando los datos suficientes respecto de cada una de ellas para su debida revisión el día del remate. Los postores, a más tardar a las 14:00 horas del día hábil anterior a la realización de la subasta, deberán enviar un correo electrónico al mail del tribunal jcsantiago15@pjud.cl, indicando en el asunto 'Remate' junto con el rol de la causa y la fecha de realización, manifestando su intención de participar. Indicarán en el mismo su nombre, persona o empresa a nombre de quien realizará posturas, como también un correo electrónico y número de teléfono para recibir los datos necesarios para ingresar a la subasta. El saldo del precio de la subasta deberá pagarse al contado, dentro de 5° día hábil de efectuada, mediante consignación en la cuenta corriente del Tribunal. El Tribunal levantará el acta de remate el mismo día de su celebración, la que será suscrita solamente con la firma electrónica avanzada de la Juez y Secretaria del Tribunal, atendida la modalidad en que se realiza la subasta. Demás bases y antecedentes en Juicio Ejecutivo, 'Banco de Crédito e Inversiones con La- — [1262, 1070, 1494, 1972]
notice-heading: EXTRACTO. 14° JUZGADO CIVIL SAN- — [538, 1907, 769, 1920]
auction-notice — [296, 159, 527, 514]
section-label: Remates de propiedades — [840, 128, 906, 151]
auction-notice — [1262, 360, 1540, 1047]
notice-heading: REMATE UNDÉCIMO JUZGADO CI- — [55, 1273, 267, 1287]
notice-divider — [779, 1738, 1010, 1739]
auction-notice — [1021, 1007, 1252, 1591]
notice-divider — [1504, 192, 1735, 193]
masthead — [55, 62, 1735, 117]
section-code: 1616 — [1021, 124, 1077, 154]
notice-body: Santiago, se rematará, mediante plataforma Zoom, el día 19 de mayo de 2026, a las 13:15 horas, a través del link https://zoom.us/j/4148668257?pwd=M215ZDNKcXdDWUpvZWpQSmNkU1VQZz09, propiedad del demandado Jorge Víctor Guzmán Aceituno: inmueble ubicado en Pasaje Los Volcanes número mil catorce, que corresponde al sitio cincuenta, del plano de subdivisión respectivo, Comuna de Maipú, Región Metropolitana, que deslinda: Norte, en once metros con Pasaje Los Volcanes; Sur, en once metros con sitio cuatro; Oriente, en veintitrés metros con sitio cincuenta y uno; Poniente, en veintitrés metros con sitio cuarenta y nueve. Rol de avalúo 486-13 de la comuna de Maipú. Su título de dominio rola inscrito a Fojas 33.737, Número 48.375, Registro de Propiedad del Conservador de Bienes Raíces de Santiago, año 2018. El mínimo para la subasta de la propiedad, conforme a resolución de folio 65, será la cantidad de $ 61.085.130.- Para el caso de realizarse la subasta de forma remota, mediante plataforma virtual Zoom, los interesados y postores a la subasta deben seguir y cumplir con el protocolo señalado en las bases de remate aprobadas en autos. Todo postor, a excepción del ejecutante, deberá consignar garantía suficiente por el 10% del mínimo para iniciar postura y para poder participar de la subasta, únicamente mediante vale vista a nombre del Décimo Quinto Juzgado Civil de Santiago, Rut N° 60.306.062-8. Para tales efectos, los postores deben comparecer al Tribunal el día viernes anterior a la fecha de la subasta, de 12:00 a 13:00 horas, a fin de entregar el vale vista. Los postores, a más tardar a las 14:00 horas del día hábil anterior a la realización de la subasta, deberán enviar un correo electrónico al mail del tribunal jcsantiago15@pjud.cl, indicando en el asunto 'Remate' junto con el rol de la causa y la fecha de realización, manifestando su intención de participar, indicando nombre, persona o empresa a nombre de quien realizará posturas, correo electrónico y número de teléfono. Demás bases y antecedentes en autos Rol C-16648-2023, caratulados 'Banco De Chile con Guzmán'. Ejecutivo de. Secretaria(o). — [1262, 373, 1540, 1047]
auction-notice — [55, 159, 286, 692]
notice-divider — [296, 1599, 527, 1600]
classified-column — [296, 124, 528, 2034]
notice-heading: ANTE EL 15° JUZGADO CIVIL DE — [1262, 360, 1494, 374]
notice-divider — [538, 1409, 769, 1410]
notice-body: tiago, Huérfanos 1409, piso 4, Rematará el 7 de mayo de 2026, 12:15 horas, de manera presencial en las dependencias del Tribunal, departamento número mil trece del piso doce, del Condominio Edificio Conde del Maule Número cuatro mil quinientos veintiuno, comuna de Estación Central, Región Metropolitana, inscrito a fojas 9934 número 14443 correspondiente al Registro de Propiedad del año 2019, del Conservador de Bienes Raíces de Santiago. Mínimo Postura $ 68.016.827. Para tener derecho a hacer posturas en la subasta, todo postor debe rendir una caución suficiente equivalente al 10% del mínimo total establecido para la misma. Esta caución se constituirá mediante un vale vista tomado a propia orden, endosable al momento de la subasta. El Secretario del tribunal o el oficial de secretaría que el designe, evaluará las garantías presentadas por los postores para determinar su idoneidad para participar en la audiencia de remate. El precio de la subasta deberá ser pagado al contado, debiendo consignarse a la orden del Juzgado dentro de quinto día hábil de efectuado el remate, bajo apercibimiento de que, si así no lo hiciere, se declarará sin efecto la subasta y perderá la garantía, por vía de pena, a beneficio de la ejecutante y de la Corporación Administrativa del Poder Judicial por partes iguales. Demás antecedentes en la página web del Poder Judicial www.pjud.cl, en autos Rol C-7267-2024, Caratulados 'Banco Itaú Chile/Sociedad', Juicio Ejecutivo. La Secretaria. — [538, 1426, 769, 1896]
